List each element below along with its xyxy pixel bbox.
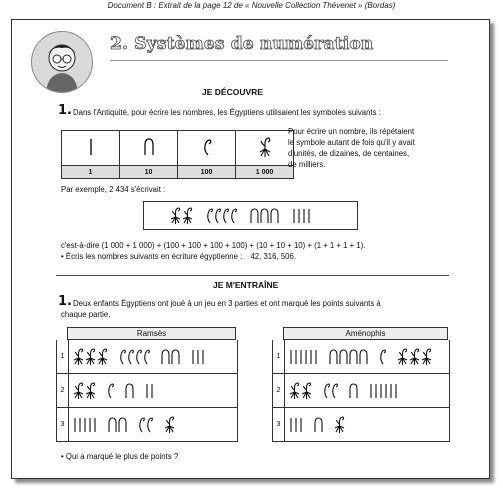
ramses-scoreboard: [56, 327, 236, 441]
round-number: 1: [273, 340, 285, 373]
score-hieroglyphs: [285, 340, 450, 373]
heel-bone-icon: [172, 350, 179, 364]
coil-rope-icon: [208, 209, 213, 223]
heel-bone-icon: [120, 131, 178, 166]
score-hieroglyphs: [69, 340, 234, 373]
lotus-icon: [86, 383, 95, 399]
heel-bone-icon: [109, 418, 116, 432]
heel-bone-icon: [330, 350, 337, 364]
bullet: •: [61, 252, 64, 261]
question-line: [61, 451, 178, 462]
lotus-icon: [74, 349, 83, 365]
round-number: 1: [57, 340, 69, 373]
amenophis-scoreboard: [272, 327, 448, 441]
coil-rope-icon: [333, 384, 338, 398]
symbol-value-1000: 1 000: [236, 166, 294, 179]
symbols-table: [61, 130, 294, 179]
score-row: [56, 374, 238, 408]
coil-rope-icon: [224, 209, 229, 223]
coil-rope-icon: [129, 350, 134, 364]
exercise-number: 1.: [58, 294, 72, 309]
lotus-icon: [86, 349, 95, 365]
score-row: [272, 408, 450, 442]
baton-icon: [62, 131, 120, 166]
lotus-icon: [398, 349, 407, 365]
task-line: [61, 251, 296, 262]
round-number: 3: [57, 408, 69, 441]
coil-rope-icon: [137, 350, 142, 364]
heel-bone-icon: [315, 418, 322, 432]
score-row: [272, 374, 450, 408]
heel-bone-icon: [271, 209, 278, 223]
bullet: •: [61, 452, 64, 461]
coil-rope-icon: [232, 209, 237, 223]
explain-line: de milliers.: [288, 160, 326, 169]
explanation-text: [288, 126, 458, 170]
score-row: [56, 340, 238, 374]
score-hieroglyphs: [285, 408, 450, 441]
coil-rope-icon: [121, 350, 126, 364]
symbol-value-100: 100: [178, 166, 236, 179]
amenophis-name: Aménophis: [283, 327, 448, 340]
lotus-icon: [302, 383, 311, 399]
heel-bone-icon: [340, 350, 347, 364]
mascot-avatar: [31, 31, 93, 93]
coil-rope-icon: [109, 384, 114, 398]
example-text: Par exemple, 2 434 s'écrivait :: [61, 185, 166, 194]
lotus-icon: [98, 349, 107, 365]
lotus-icon: [422, 349, 431, 365]
heel-bone-icon: [126, 384, 133, 398]
score-row: [56, 408, 238, 442]
coil-rope-icon: [145, 350, 150, 364]
lotus-icon: [183, 208, 192, 224]
heel-bone-icon: [350, 384, 357, 398]
coil-rope-icon: [325, 384, 330, 398]
heel-bone-icon: [251, 209, 258, 223]
intro-text: Dans l'Antiquité, pour écrire les nombres, les Égyptiens utilisaient les symboles suivants :: [73, 108, 381, 117]
symbol-value-10: 10: [120, 166, 178, 179]
coil-rope-icon: [216, 209, 221, 223]
heel-bone-icon: [350, 350, 357, 364]
symbol-value-1: 1: [62, 166, 120, 179]
score-hieroglyphs: [69, 408, 234, 441]
caption: Document B : Extrait de la page 12 de « Nouvelle Collection Thévenet » (Bordas): [107, 1, 396, 10]
heel-bone-icon: [162, 350, 169, 364]
explain-line: d'unités, de dizaines, de centaines,: [288, 149, 410, 158]
lotus-icon: [335, 417, 344, 433]
section-heading-decouvre: JE DÉCOUVRE: [202, 87, 263, 97]
page-title: 2. Systèmes de numération: [110, 34, 374, 54]
task-numbers: 42, 316, 506.: [250, 252, 296, 261]
heel-bone-icon: [119, 418, 126, 432]
coil-rope-icon: [381, 350, 386, 364]
lotus-icon: [74, 383, 83, 399]
example-hieroglyph-box: [143, 201, 358, 230]
lotus-icon: [171, 208, 180, 224]
heel-bone-icon: [261, 209, 268, 223]
heel-bone-icon: [360, 350, 367, 364]
section-divider: [56, 275, 449, 276]
coil-rope-icon: [148, 418, 153, 432]
section-heading-entraine: JE M'ENTRAÎNE: [213, 280, 279, 290]
score-hieroglyphs: [285, 374, 450, 407]
coil-rope-icon: [178, 131, 236, 166]
question-text: Qui a marqué le plus de points ?: [65, 452, 179, 461]
explain-line: Pour écrire un nombre, ils répétaient: [288, 127, 415, 136]
title-underline: [110, 60, 448, 61]
coil-rope-icon: [140, 418, 145, 432]
round-number: 3: [273, 408, 285, 441]
score-row: [272, 340, 450, 374]
lotus-icon: [165, 417, 174, 433]
training-intro: Deux enfants Égyptiens ont joué à un jeu en 3 parties et ont marqué les points suivants à: [73, 299, 381, 308]
round-number: 2: [57, 374, 69, 407]
score-hieroglyphs: [69, 374, 234, 407]
lotus-icon: [410, 349, 419, 365]
decomposition-text: c'est-à-dire (1 000 + 1 000) + (100 + 100 + 100 + 100) + (10 + 10 + 10) + (1 + 1 + 1 + 1).: [61, 241, 366, 250]
ramses-name: Ramsès: [67, 327, 236, 340]
training-intro-2: chaque partie.: [61, 310, 111, 319]
task-text: Écris les nombres suivants en écriture égyptienne :: [65, 252, 243, 261]
lotus-icon: [236, 131, 294, 166]
round-number: 2: [273, 374, 285, 407]
lotus-icon: [290, 383, 299, 399]
exercise-number: 1.: [58, 103, 72, 118]
explain-line: le symbole autant de fois qu'il y avait: [288, 138, 415, 147]
